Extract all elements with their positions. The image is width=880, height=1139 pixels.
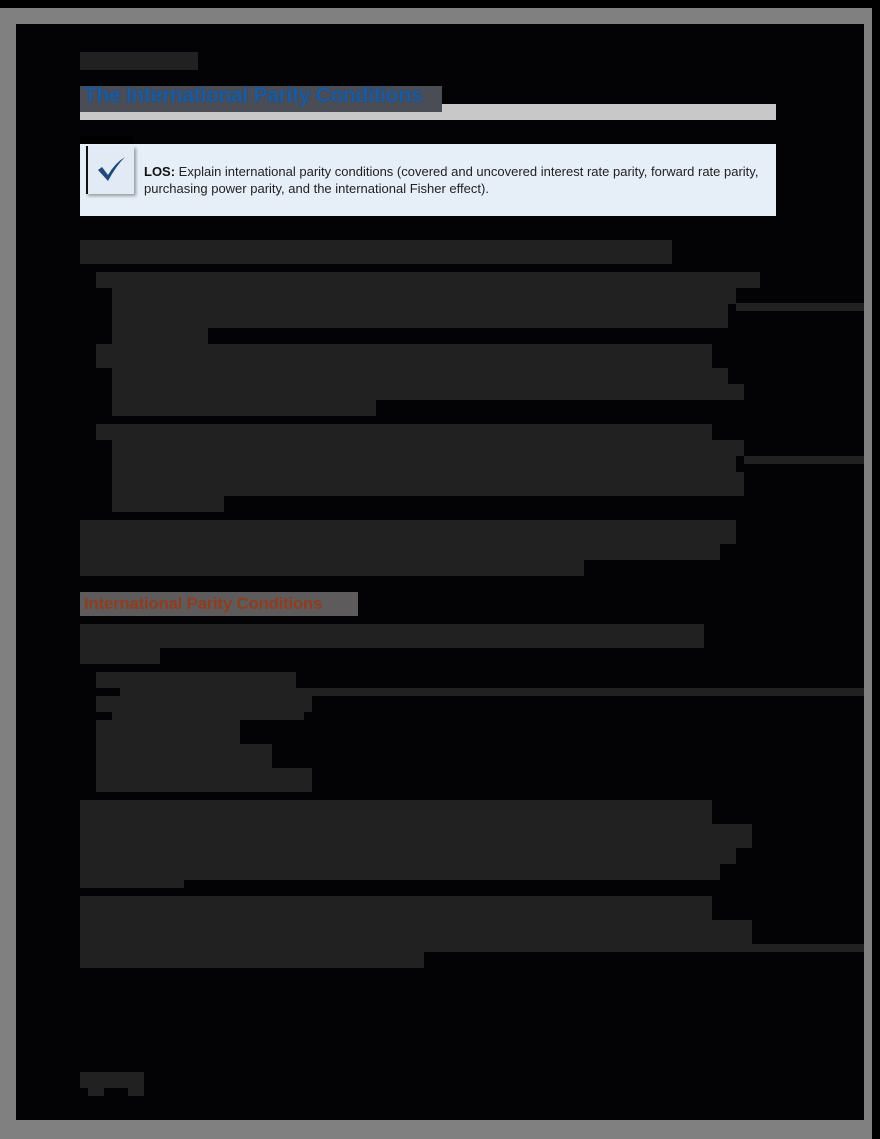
bullet-2-line <box>112 384 744 400</box>
intro-paragraph-redacted <box>80 240 672 264</box>
paragraph-5-line <box>80 920 752 944</box>
los-tab <box>80 136 134 144</box>
bullet-3-line <box>112 472 744 496</box>
reading-label-redacted <box>80 52 198 70</box>
checkmark-icon <box>86 146 134 194</box>
page-number-part <box>128 1088 144 1096</box>
paragraph-4-line <box>80 824 752 848</box>
paragraph-2-line <box>80 544 720 560</box>
bullet-1-line <box>112 304 728 328</box>
bullet-3-redacted <box>96 424 712 440</box>
paragraph-4-redacted <box>80 800 712 824</box>
bullet-1-line <box>112 288 736 304</box>
los-label: LOS: <box>144 164 176 179</box>
bullet-2-redacted <box>96 344 712 368</box>
list-item-2-line <box>112 712 304 720</box>
page-title: The International Parity Conditions <box>84 84 423 107</box>
paragraph-4-line <box>80 848 736 864</box>
paragraph-5-line <box>80 944 424 968</box>
list-item-4-redacted <box>96 744 272 768</box>
bullet-1-line <box>112 328 208 344</box>
bullet-2-line <box>112 400 376 416</box>
list-item-1-redacted <box>96 672 296 688</box>
bullet-3-line <box>112 456 736 472</box>
section-subheading: International Parity Conditions <box>84 594 323 613</box>
list-item-3-redacted <box>96 720 240 744</box>
rule-line <box>736 303 864 311</box>
paragraph-4-line <box>80 880 184 888</box>
paragraph-2-redacted <box>80 520 736 544</box>
bullet-3-line <box>112 440 744 456</box>
list-item-5-redacted <box>96 768 312 792</box>
page-number-part <box>88 1088 104 1096</box>
rule-line <box>120 688 864 696</box>
bullet-1-redacted <box>96 272 760 288</box>
bullet-3-line <box>112 496 224 512</box>
los-statement <box>144 163 764 197</box>
paragraph-3-redacted <box>80 624 704 648</box>
paragraph-4-line <box>80 864 720 880</box>
rule-line <box>424 944 864 952</box>
paragraph-2-line <box>80 560 584 576</box>
paragraph-5-redacted <box>80 896 712 920</box>
list-item-2-redacted <box>96 696 312 712</box>
page-number-redacted <box>80 1072 144 1088</box>
bullet-2-line <box>112 368 728 384</box>
rule-line <box>744 456 864 464</box>
los-text: Explain international parity conditions (covered and uncovered interest rate parity, forward rate parity, purchasing power parity, and the international Fisher effect). <box>144 164 759 196</box>
paragraph-3-line <box>80 648 160 664</box>
